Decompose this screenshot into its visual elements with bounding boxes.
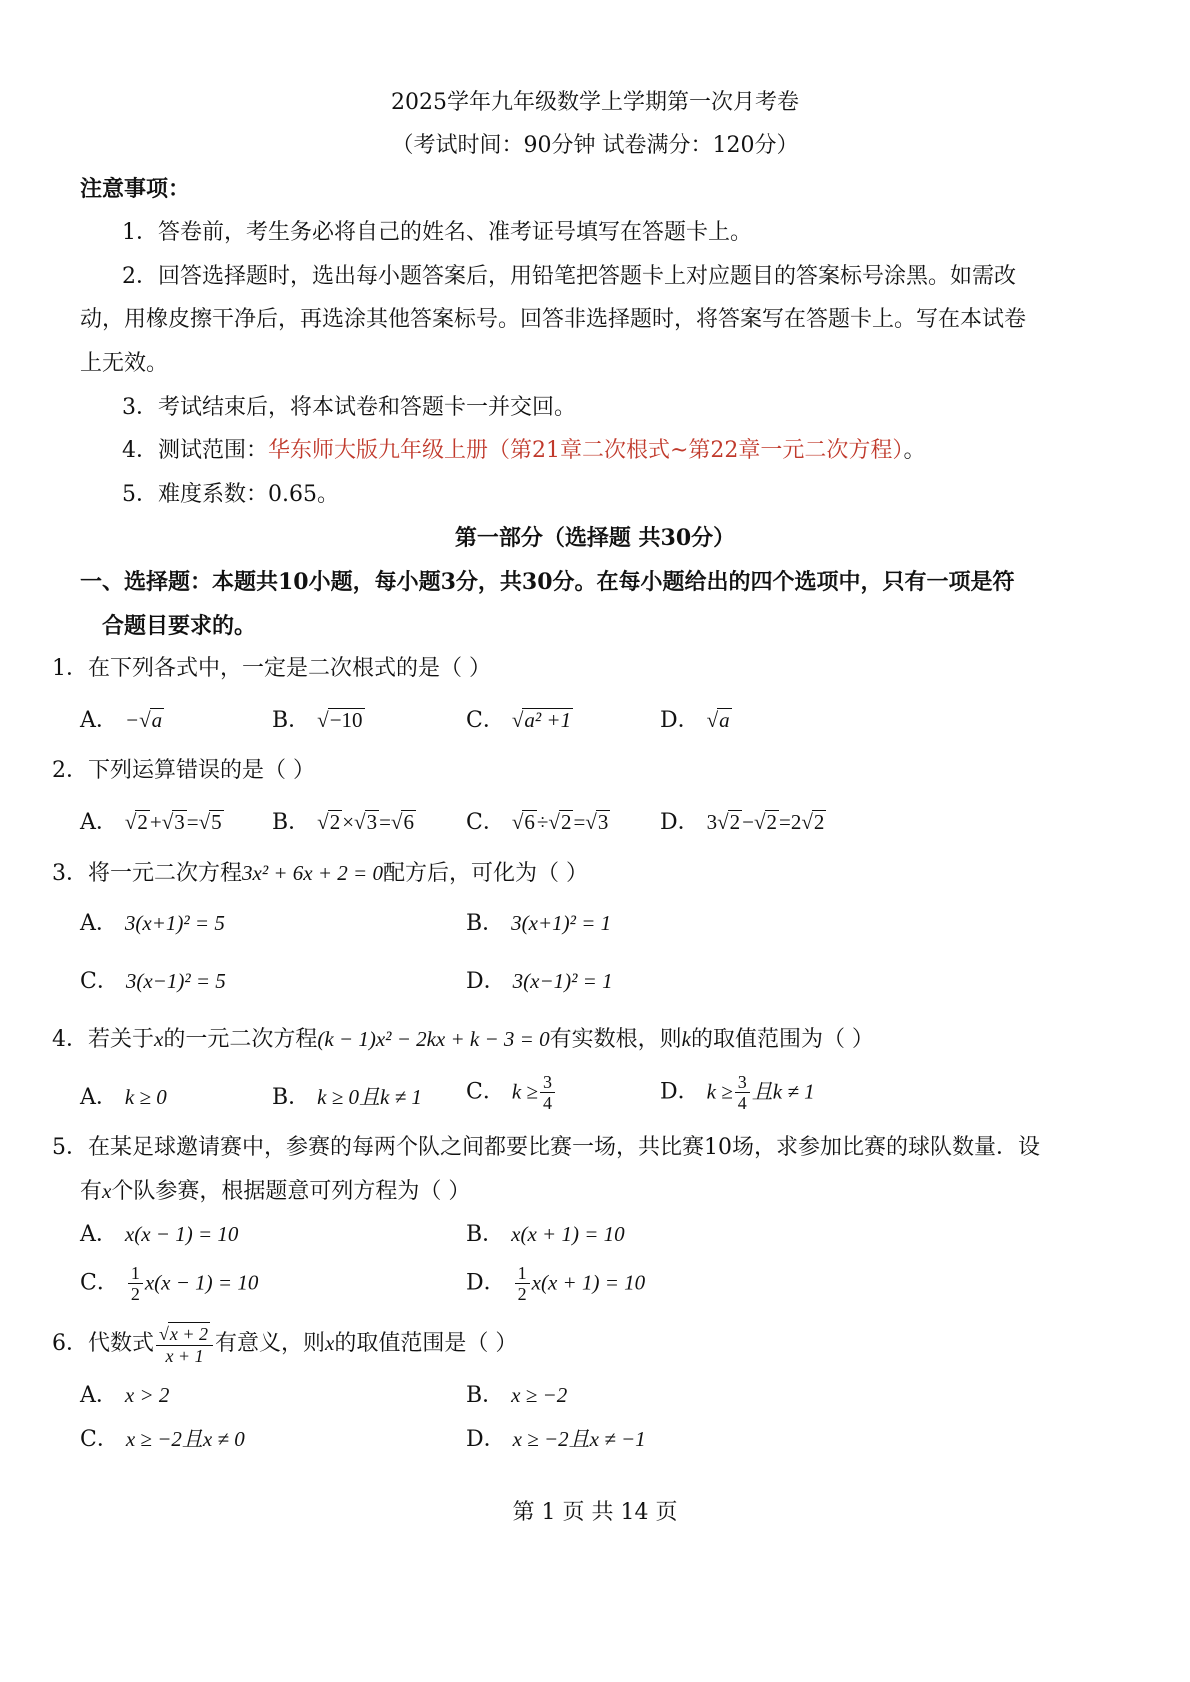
q1-a-sign: − [124,708,140,732]
q3-a-expression: 3(x+1)² = 5 [124,911,225,935]
q5-c-fraction [128,1263,143,1304]
q1-option-a: A． −√a [80,708,163,733]
option-label: A． [80,911,118,936]
q2-option-d: D． 3√2−√2=2√2 [660,810,825,835]
q1-option-c: C． √a² +1 [466,708,572,733]
test-range: 华东师大版九年级上册（第21章二次根式~第22章一元二次方程） [268,438,904,463]
q5-option-b [466,1219,625,1250]
radicand: 2 [560,810,572,834]
operator: − [742,810,755,834]
q2-option-c: C． √6÷√2=√3 [466,810,609,835]
q6-a-expression: x > 2 [124,1383,170,1407]
section-instruction-line-1: 一、选择题：本题共10小题，每小题3分，共30分。在每小题给出的四个选项中，只有一项是符 [80,569,1015,595]
q6-stem-post: 的取值范围是（ ） [334,1331,518,1356]
q5-d-fraction [515,1263,530,1304]
q4-option-d [660,1072,815,1113]
q4-stem-mid2: 有实数根，则 [549,1027,682,1052]
radicand: 3 [597,810,609,834]
q1-b-radicand: −10 [329,708,363,732]
q6-stem [52,1320,517,1367]
q3-option-a [80,908,225,939]
q3-b-expression: 3(x+1)² = 1 [511,911,612,935]
option-label: A． [80,1222,118,1247]
q6-option-c [80,1424,245,1455]
q4-variable-k: k [681,1027,691,1051]
q6-denominator: x + 1 [165,1346,204,1366]
q1-stem: 1．在下列各式中，一定是二次根式的是（ ） [52,656,491,681]
numerator: 1 [128,1263,143,1284]
q4-d-condition: 且k ≠ 1 [751,1079,815,1104]
q2-option-b: B． √2×√3=√6 [272,810,414,835]
q3-d-expression: 3(x−1)² = 1 [512,969,613,993]
notice-heading: 注意事项： [80,176,191,202]
q4-variable: x [154,1027,164,1051]
q4-d-expression: k ≥ [706,1079,733,1104]
q3-equation: 3x² + 6x + 2 = 0 [242,861,383,885]
q3-c-expression: 3(x−1)² = 5 [125,969,226,993]
q4-stem-mid: 的一元二次方程 [163,1027,318,1052]
operator: ÷ [536,810,549,834]
section-instruction-line-2: 合题目要求的。 [102,613,257,639]
operator: + [149,810,162,834]
q2-stem: 2．下列运算错误的是（ ） [52,758,315,783]
q3-option-c [80,966,226,997]
q6-stem-pre: 6．代数式 [52,1331,154,1356]
notice-item-2-line-3: 上无效。 [80,351,169,376]
radicand: 3 [174,810,185,834]
option-label: C． [80,1427,119,1452]
option-label: D． [660,708,700,733]
radicand: 3 [366,810,378,834]
notice-item-3: 3．考试结束后，将本试卷和答题卡一并交回。 [122,395,576,420]
q3-option-b [466,908,611,939]
q5-stem-line-2 [80,1176,470,1207]
notice-item-5: 5．难度系数：0.65。 [122,482,339,507]
q4-c-fraction [540,1072,555,1113]
option-label: B． [272,708,311,733]
q4-b-expression: k ≥ 0且k ≠ 1 [317,1085,422,1109]
q4-equation: (k − 1)x² − 2kx + k − 3 = 0 [317,1027,550,1051]
q5-option-a [80,1219,238,1250]
q5-b-expression: x(x + 1) = 10 [511,1222,625,1246]
denominator: 2 [130,1284,140,1304]
q1-option-b: B． √−10 [272,708,363,733]
q4-stem [52,1024,874,1055]
radicand: 2 [137,810,148,834]
exam-subtitle: （考试时间：90分钟 试卷满分：120分） [391,133,799,158]
radicand: 2 [813,810,825,834]
q3-option-d [466,966,613,997]
q6-b-expression: x ≥ −2 [511,1383,568,1407]
q4-option-a [80,1082,167,1113]
notice-item-4-prefix: 4．测试范围： [122,438,268,463]
numerator: 3 [540,1072,555,1093]
page-footer: 第 1 页 共 14 页 [512,1500,678,1525]
q6-option-b [466,1380,567,1411]
operator: = [573,810,586,834]
q2-option-a: A． √2+√3=√5 [80,810,222,835]
q1-c-radicand: a² +1 [524,708,572,732]
operator: × [342,810,355,834]
q4-stem-post: 的取值范围为（ ） [690,1027,874,1052]
coefficient: 3 [706,810,718,834]
option-label: D． [466,1427,506,1452]
denominator: 4 [737,1093,747,1113]
option-label: A． [80,1383,118,1408]
radicand: 5 [211,810,222,834]
q4-option-b [272,1082,422,1113]
q6-c-expression: x ≥ −2且x ≠ 0 [125,1427,245,1451]
option-label: B． [466,1383,505,1408]
q5-stem-line-1: 5．在某足球邀请赛中，参赛的每两个队之间都要比赛一场，共比赛10场，求参加比赛的球队数量．设 [52,1135,1040,1160]
q6-option-a [80,1380,169,1411]
operator: = [379,810,391,834]
radicand: 2 [766,810,778,834]
notice-item-4 [122,436,925,466]
notice-item-4-suffix: 。 [903,438,926,463]
part-title: 第一部分（选择题 共30分） [454,525,736,551]
numerator: 1 [515,1263,530,1284]
option-label: B． [272,1085,311,1110]
option-label: C． [466,708,505,733]
q6-option-d [466,1424,646,1455]
option-label: C． [80,969,119,994]
option-label: D． [466,1270,506,1296]
q1-d-radicand: a [719,708,730,732]
q6-numerator-radicand: x + 2 [169,1324,209,1344]
option-label: D． [660,810,700,835]
q4-c-expression: k ≥ [511,1079,538,1104]
notice-item-1: 1．答卷前，考生务必将自己的姓名、准考证号填写在答题卡上。 [122,220,752,245]
q5-c-expression: x(x − 1) = 10 [144,1270,259,1295]
option-label: C． [80,1270,119,1296]
q1-option-d: D． √a [660,708,730,733]
radicand: 6 [403,810,414,834]
option-label: A． [80,1085,118,1110]
option-label: D． [466,969,506,994]
q5-option-c [80,1263,258,1304]
q3-stem-post: 配方后，可化为（ ） [382,861,588,886]
q5-stem-post: 个队参赛，根据题意可列方程为（ ） [111,1179,471,1204]
q5-variable: x [102,1179,112,1203]
q1-a-radicand: a [151,708,163,732]
option-label: C． [466,1079,505,1105]
q6-stem-mid: 有意义，则 [215,1331,326,1356]
q4-stem-pre: 4．若关于 [52,1027,154,1052]
q4-d-fraction [735,1072,750,1113]
q3-stem [52,858,588,889]
option-label: A． [80,810,118,835]
option-label: D． [660,1079,700,1105]
q5-a-expression: x(x − 1) = 10 [124,1222,239,1246]
option-label: C． [466,810,505,835]
option-label: A． [80,708,118,733]
q4-a-expression: k ≥ 0 [124,1085,167,1109]
option-label: B． [466,1222,505,1247]
q6-fraction: $\frac{√x + 2}{x + 1}$ [156,1322,213,1366]
denominator: 2 [517,1284,527,1304]
q3-stem-pre: 3．将一元二次方程 [52,861,242,886]
q5-option-d [466,1263,645,1304]
operator: =2 [779,810,802,834]
radicand: 2 [729,810,741,834]
numerator: 3 [735,1072,750,1093]
q5-stem-pre: 有 [80,1179,103,1204]
operator: = [186,810,199,834]
q6-variable: x [325,1331,335,1355]
q6-d-expression: x ≥ −2且x ≠ −1 [512,1427,646,1451]
q4-option-c [466,1072,557,1113]
notice-item-2-line-2: 动，用橡皮擦干净后，再选涂其他答案标号。回答非选择题时，将答案写在答题卡上。写在本试卷 [80,307,1027,332]
notice-item-2-line-1: 2．回答选择题时，选出每小题答案后，用铅笔把答题卡上对应题目的答案标号涂黑。如需改 [122,264,1017,289]
q5-d-expression: x(x + 1) = 10 [531,1270,646,1295]
option-label: B． [466,911,505,936]
radicand: 6 [524,810,535,834]
radicand: 2 [329,810,341,834]
exam-title: 2025学年九年级数学上学期第一次月考卷 [391,90,799,115]
denominator: 4 [542,1093,552,1113]
option-label: B． [272,810,311,835]
